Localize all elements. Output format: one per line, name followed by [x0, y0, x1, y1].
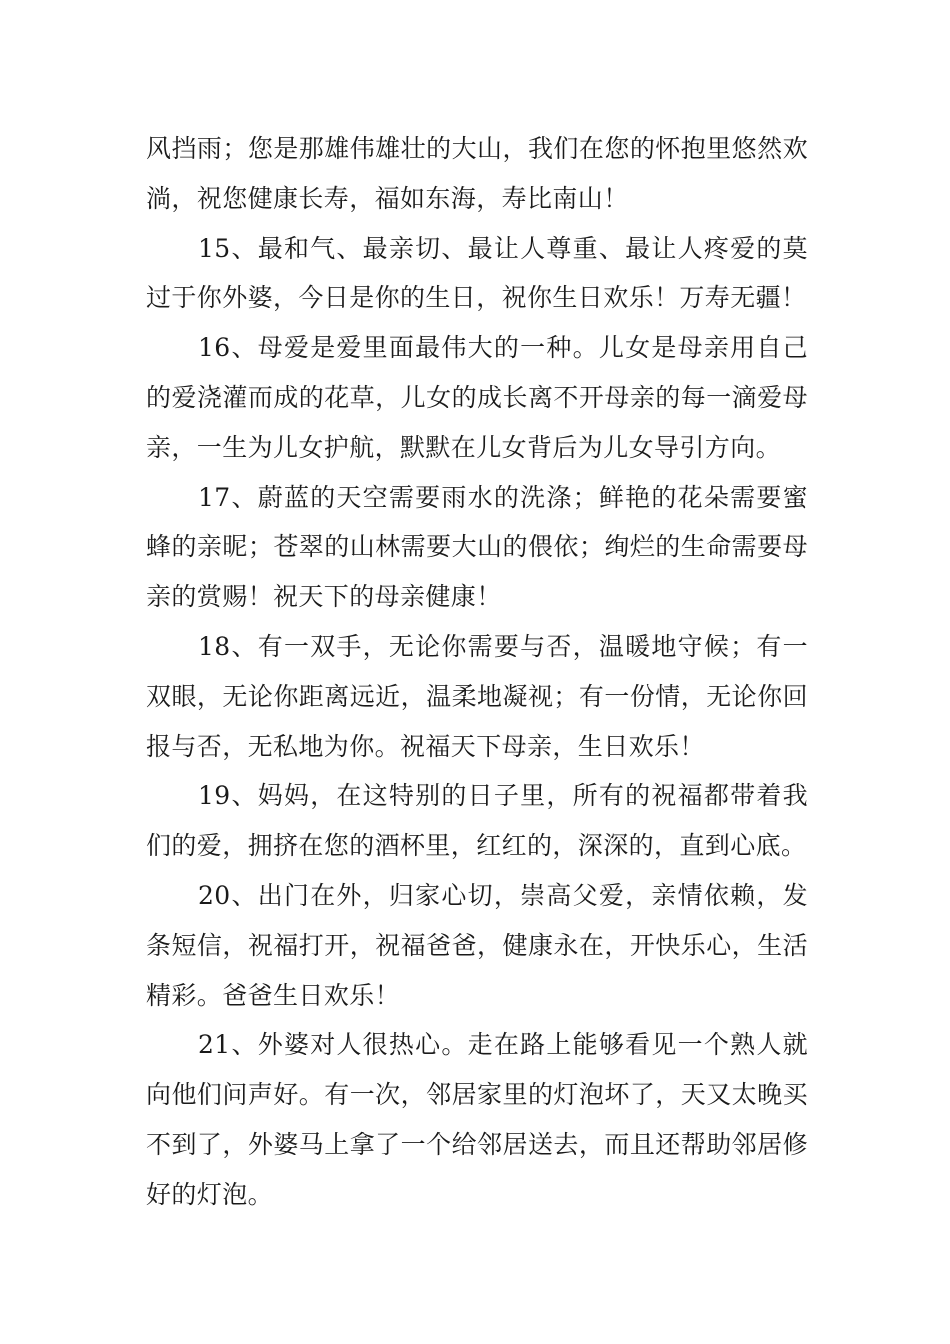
paragraph-21: 21、外婆对人很热心。走在路上能够看见一个熟人就向他们问声好。有一次，邻居家里的灯泡坏了，天又太晚买不到了，外婆马上拿了一个给邻居送去，而且还帮助邻居修好的灯泡。 — [146, 1030, 808, 1209]
paragraph-continuation: 风挡雨；您是那雄伟雄壮的大山，我们在您的怀抱里悠然欢淌，祝您健康长寿，福如东海，寿比南山！ — [146, 134, 808, 213]
paragraph-18: 18、有一双手，无论你需要与否，温暖地守候；有一双眼，无论你距离远近，温柔地凝视；有一份情，无论你回报与否，无私地为你。祝福天下母亲，生日欢乐！ — [146, 631, 808, 761]
paragraph-20: 20、出门在外，归家心切，崇高父爱，亲情依赖，发条短信，祝福打开，祝福爸爸，健康永在，开快乐心，生活精彩。爸爸生日欢乐！ — [146, 880, 808, 1010]
paragraph-19: 19、妈妈，在这特别的日子里，所有的祝福都带着我们的爱，拥挤在您的酒杯里，红红的，深深的，直到心底。 — [146, 781, 808, 861]
document-page — [146, 124, 808, 1220]
paragraph-15: 15、最和气、最亲切、最让人尊重、最让人疼爱的莫过于你外婆，今日是你的生日，祝你生日欢乐！万寿无疆！ — [146, 233, 808, 313]
paragraph-16: 16、母爱是爱里面最伟大的一种。儿女是母亲用自己的爱浇灌而成的花草，儿女的成长离不开母亲的每一滴爱母亲，一生为儿女护航，默默在儿女背后为儿女导引方向。 — [146, 333, 808, 462]
paragraph-17: 17、蔚蓝的天空需要雨水的洗涤；鲜艳的花朵需要蜜蜂的亲昵；苍翠的山林需要大山的偎依；绚烂的生命需要母亲的赏赐！祝天下的母亲健康！ — [146, 482, 808, 612]
